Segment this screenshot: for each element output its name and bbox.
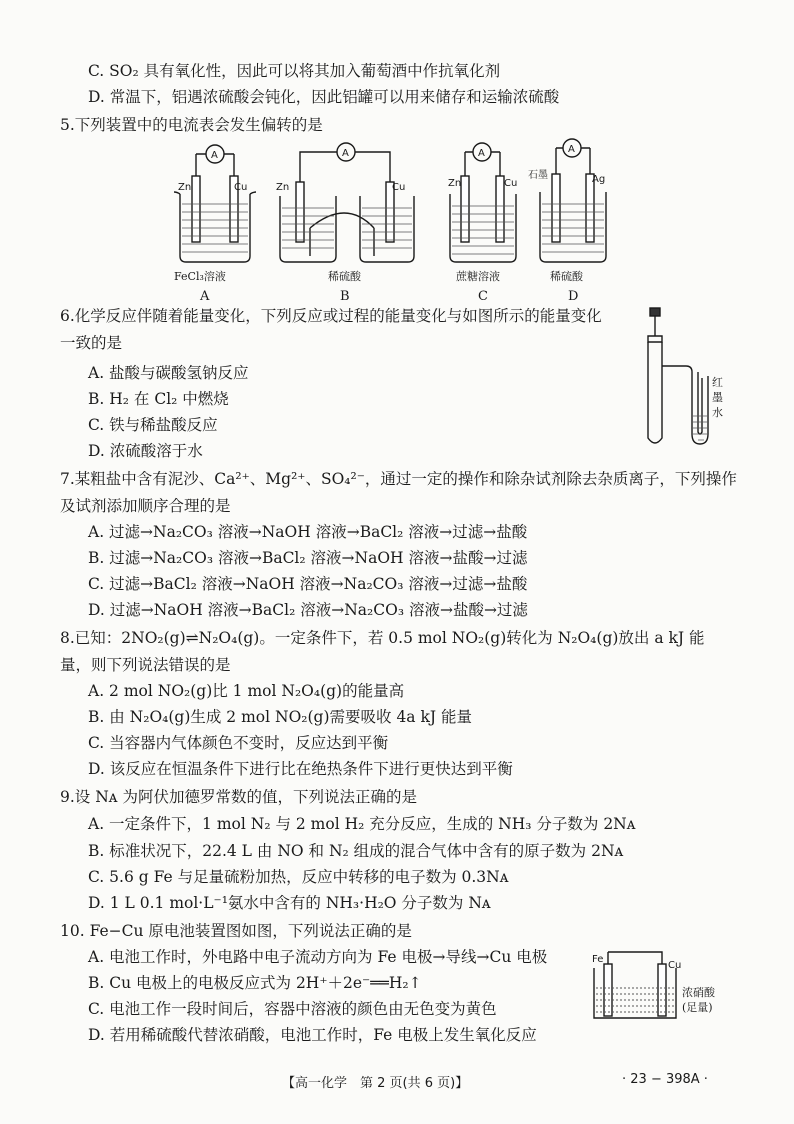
q6-stem-line1: 6.化学反应伴随着能量变化，下列反应或过程的能量变化与如图所示的能量变化 (60, 307, 602, 325)
q7-option-d: D. 过滤→NaOH 溶液→BaCl₂ 溶液→Na₂CO₃ 溶液→盐酸→过滤 (88, 601, 528, 619)
q6-option-c: C. 铁与稀盐酸反应 (88, 416, 218, 434)
q10-option-c: C. 电池工作一段时间后，容器中溶液的颜色由无色变为黄色 (88, 1000, 497, 1018)
q8-stem-line2: 量，则下列说法错误的是 (60, 656, 231, 674)
q6-stem-line2: 一致的是 (60, 334, 123, 352)
cell-b-solution: 稀硫酸 (328, 270, 361, 283)
q10-solution-note: (足量) (682, 1001, 713, 1014)
page-footer-center: 【高一化学 第 2 页(共 6 页)】 (282, 1076, 469, 1091)
cell-d-left-electrode: 石墨 (528, 170, 548, 181)
q8-option-a: A. 2 mol NO₂(g)比 1 mol N₂O₄(g)的能量高 (88, 682, 405, 700)
ammeter-label-b: A (342, 148, 349, 159)
q5-stem: 5.下列装置中的电流表会发生偏转的是 (60, 116, 323, 134)
cell-a-solution: FeCl₃溶液 (174, 270, 226, 283)
q4-option-c: C. SO₂ 具有氧化性，因此可以将其加入葡萄酒中作抗氧化剂 (88, 62, 501, 80)
q10-stem: 10. Fe−Cu 原电池装置图如图，下列说法正确的是 (60, 922, 412, 940)
q9-option-d: D. 1 L 0.1 mol·L⁻¹氨水中含有的 NH₃·H₂O 分子数为 Nᴀ (88, 894, 491, 912)
q10-fe-cu-cell-figure (588, 944, 738, 1026)
q6-option-d: D. 浓硫酸溶于水 (88, 442, 203, 460)
cell-d-letter: D (568, 289, 579, 304)
q10-solution-label: 浓硝酸 (682, 986, 715, 999)
cell-a-right-electrode: Cu (234, 182, 248, 193)
q8-option-b: B. 由 N₂O₄(g)生成 2 mol NO₂(g)需要吸收 4a kJ 能量 (88, 708, 473, 726)
q7-option-a: A. 过滤→Na₂CO₃ 溶液→NaOH 溶液→BaCl₂ 溶液→过滤→盐酸 (88, 523, 528, 541)
q7-stem-line1: 7.某粗盐中含有泥沙、Ca²⁺、Mg²⁺、SO₄²⁻，通过一定的操作和除杂试剂除去杂质离子，下列操作 (60, 470, 737, 488)
q10-option-d: D. 若用稀硫酸代替浓硝酸，电池工作时，Fe 电极上发生氧化反应 (88, 1026, 537, 1044)
cell-b-left-electrode: Zn (276, 182, 290, 193)
cell-c-right-electrode: Cu (504, 178, 518, 189)
svg-text:红: 红 (712, 376, 723, 389)
q6-option-a: A. 盐酸与碳酸氢钠反应 (88, 364, 249, 382)
cell-c-letter: C (478, 289, 488, 304)
q10-cu-label: Cu (668, 960, 682, 971)
cell-d-solution: 稀硫酸 (550, 270, 583, 283)
ammeter-label-c: A (478, 148, 485, 159)
q9-option-b: B. 标准状况下，22.4 L 由 NO 和 N₂ 组成的混合气体中含有的原子数为 2Nᴀ (88, 842, 624, 860)
cell-b-letter: B (340, 289, 350, 304)
ammeter-label-a: A (211, 150, 218, 161)
q5-cells-figure (160, 138, 620, 306)
cell-a-left-electrode: Zn (178, 182, 192, 193)
q9-option-a: A. 一定条件下，1 mol N₂ 与 2 mol H₂ 充分反应，生成的 NH₃ 分子数为 2Nᴀ (88, 815, 636, 833)
q7-option-b: B. 过滤→Na₂CO₃ 溶液→BaCl₂ 溶液→NaOH 溶液→盐酸→过滤 (88, 549, 528, 567)
cell-d-right-electrode: Ag (592, 174, 606, 185)
q8-stem-line1: 8.已知：2NO₂(g)⇌N₂O₄(g)。一定条件下，若 0.5 mol NO₂(g)转化为 N₂O₄(g)放出 a kJ 能 (60, 629, 705, 647)
svg-text:墨: 墨 (712, 391, 723, 404)
q8-option-d: D. 该反应在恒温条件下进行比在绝热条件下进行更快达到平衡 (88, 760, 513, 778)
cell-a-letter: A (200, 289, 210, 304)
q8-option-c: C. 当容器内气体颜色不变时，反应达到平衡 (88, 734, 389, 752)
svg-text:水: 水 (712, 406, 723, 419)
cell-c-solution: 蔗糖溶液 (456, 270, 500, 283)
cell-b-right-electrode: Cu (392, 182, 406, 193)
page-footer-code: · 23 − 398A · (622, 1072, 708, 1087)
q7-stem-line2: 及试剂添加顺序合理的是 (60, 497, 231, 515)
q10-option-a: A. 电池工作时，外电路中电子流动方向为 Fe 电极→导线→Cu 电极 (88, 948, 548, 966)
cell-c-left-electrode: Zn (448, 178, 462, 189)
q6-u-tube-figure (636, 306, 726, 456)
q7-option-c: C. 过滤→BaCl₂ 溶液→NaOH 溶液→Na₂CO₃ 溶液→过滤→盐酸 (88, 575, 528, 593)
q10-option-b: B. Cu 电极上的电极反应式为 2H⁺＋2e⁻══H₂↑ (88, 974, 422, 992)
red-ink-label (712, 376, 723, 419)
q9-stem: 9.设 Nᴀ 为阿伏加德罗常数的值，下列说法正确的是 (60, 788, 417, 806)
q6-option-b: B. H₂ 在 Cl₂ 中燃烧 (88, 390, 229, 408)
q9-option-c: C. 5.6 g Fe 与足量硫粉加热，反应中转移的电子数为 0.3Nᴀ (88, 868, 509, 886)
q4-option-d: D. 常温下，铝遇浓硫酸会钝化，因此铝罐可以用来储存和运输浓硫酸 (88, 88, 560, 106)
ammeter-label-d: A (568, 144, 575, 155)
q10-fe-label: Fe (592, 954, 604, 965)
